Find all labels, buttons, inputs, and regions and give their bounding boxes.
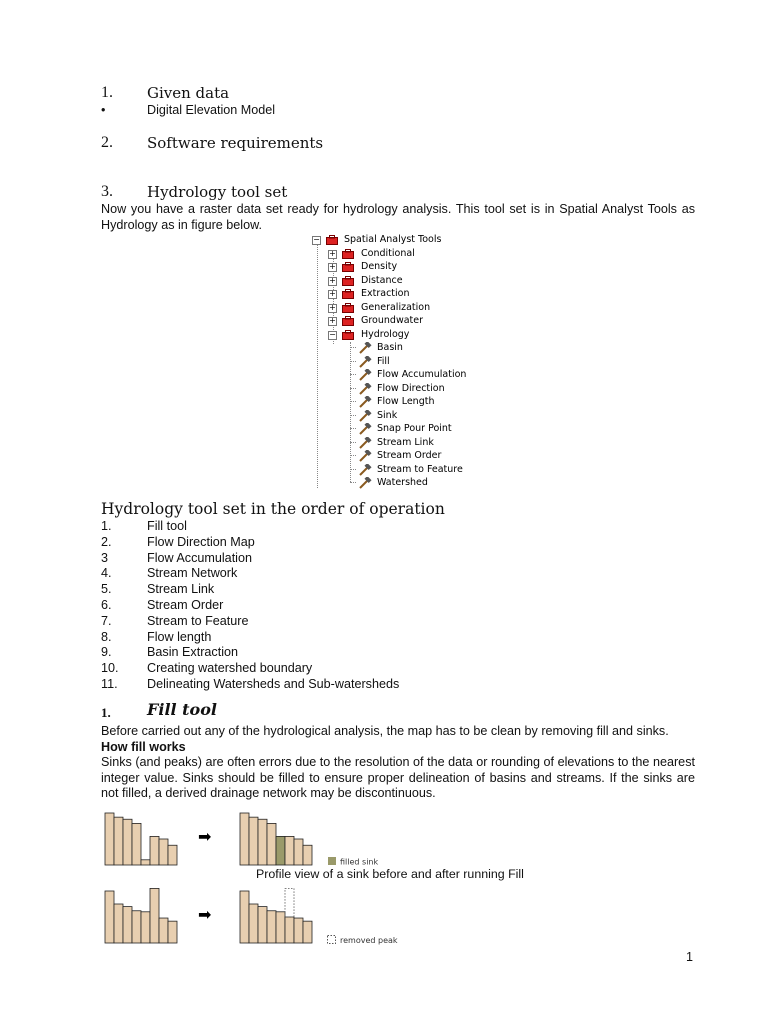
profile-bar (105, 891, 114, 943)
legend-filled-label: filled sink (340, 857, 379, 867)
profile-bar (249, 817, 258, 865)
profile-bar (141, 860, 150, 865)
collapse-icon[interactable]: − (329, 329, 336, 339)
peak-before-profile (105, 888, 177, 943)
tool-label: Snap Pour Point (377, 423, 452, 434)
fill-section-number: 1. (101, 705, 111, 720)
profile-bar (240, 813, 249, 865)
section-2-title: Software requirements (147, 134, 324, 152)
bullet-marker: • (101, 103, 106, 117)
toolset-label: Distance (361, 274, 403, 286)
tool-label: Watershed (377, 477, 428, 488)
profile-bar (303, 845, 312, 865)
intro-paragraph: Now you have a raster data set ready for hydrology analysis. This tool set is in Spatial Analyst Tools as Hydrology as in figure below. (101, 202, 695, 232)
list-item-text: Stream Network (147, 566, 238, 581)
profile-bar (141, 912, 150, 943)
tool-label: Stream Order (377, 450, 442, 461)
list-item-number: 1. (101, 519, 112, 533)
toolbox-icon (342, 262, 354, 272)
list-item-text: Fill tool (147, 519, 187, 533)
profile-bar (159, 839, 168, 865)
expand-icon[interactable]: + (329, 262, 336, 271)
profile-bar (123, 819, 132, 865)
list-item-text: Flow Direction Map (147, 534, 255, 549)
profile-bar (258, 907, 267, 943)
figure-caption: Profile view of a sink before and after running Fill (256, 867, 524, 881)
toolbox-icon (342, 316, 354, 326)
profile-bar (159, 918, 168, 943)
list-item-text: Creating watershed boundary (147, 661, 313, 676)
profile-bar (132, 911, 141, 943)
list-item-text: Delineating Watersheds and Sub-watersheds (147, 676, 400, 691)
list-item (101, 519, 399, 535)
profile-bar (168, 845, 177, 865)
list-item-number: 11. (101, 676, 118, 691)
hammer-icon (358, 396, 372, 408)
tool-label: Fill (377, 355, 390, 367)
tree-guide-line (317, 244, 318, 488)
list-item-number: 2. (101, 534, 112, 549)
how-fill-paragraph: Sinks (and peaks) are often errors due to the resolution of the data or rounding of elevations to the nearest integer value. Sinks should be filled to ensure proper delineation of basins and streams. If the sinks are not filled, a derived drainage network may be discontinuous. (101, 755, 695, 800)
legend-removed-label: removed peak (340, 936, 398, 945)
legend-removed-swatch (328, 936, 336, 944)
toolset-label: Density (361, 261, 398, 272)
list-item-number: 10. (101, 661, 119, 676)
tool-label: Basin (377, 342, 403, 353)
removed-peak-outline (285, 888, 294, 917)
tool-label: Stream to Feature (377, 463, 463, 475)
hammer-icon (358, 464, 372, 476)
list-item-text: Flow Accumulation (147, 550, 252, 565)
list-item (101, 582, 399, 598)
profile-bar (294, 839, 303, 865)
list-item-text: Stream to Feature (147, 613, 249, 628)
list-item (101, 677, 399, 693)
arrow-icon-bottom: ➡ (198, 905, 212, 924)
order-heading: Hydrology tool set in the order of operation (101, 500, 445, 518)
list-item (101, 598, 399, 614)
list-item (101, 551, 399, 567)
section-3-number: 3. (101, 183, 113, 200)
toolbox-icon (342, 249, 354, 259)
list-item (101, 535, 399, 551)
hammer-icon (358, 356, 372, 368)
peak-after-profile (240, 888, 312, 943)
expand-icon[interactable]: + (329, 302, 336, 312)
profile-bar (249, 904, 258, 943)
sink-after-profile (240, 813, 312, 865)
expand-icon[interactable]: + (329, 316, 336, 325)
how-fill-heading: How fill works (101, 740, 186, 754)
hammer-icon (358, 410, 372, 422)
toolbox-icon (342, 276, 354, 286)
bullet-text: Digital Elevation Model (147, 103, 276, 117)
profile-bar (114, 817, 123, 865)
toolbox-icon (342, 303, 354, 313)
profile-bar (132, 823, 141, 865)
list-item (101, 645, 399, 661)
profile-bar (168, 921, 177, 943)
profile-bar (240, 891, 249, 943)
list-item-number: 7. (101, 613, 112, 628)
collapse-icon[interactable]: − (313, 235, 320, 244)
expand-icon[interactable]: + (329, 289, 336, 298)
toolbox-tree (312, 232, 472, 488)
section-3-title: Hydrology tool set (147, 183, 288, 201)
list-item (101, 566, 399, 582)
profile-bar (285, 836, 294, 865)
list-item-number: 9. (101, 645, 112, 660)
profile-bar (105, 813, 114, 865)
page-number: 1 (686, 950, 694, 964)
hammer-icon (358, 342, 372, 354)
profile-bar (150, 888, 159, 943)
expand-icon[interactable]: + (329, 248, 336, 258)
legend-filled-swatch (328, 857, 336, 865)
profile-bar (114, 904, 123, 943)
hammer-icon (358, 450, 372, 462)
list-item-number: 3 (101, 550, 109, 565)
hammer-icon (358, 423, 372, 435)
profile-bar (267, 823, 276, 865)
hammer-icon (358, 383, 372, 395)
profile-bar (150, 836, 159, 865)
tool-label: Stream Link (377, 436, 434, 448)
fill-section-title: Fill tool (147, 700, 217, 719)
section-1-title: Given data (147, 84, 230, 102)
list-item-number: 8. (101, 629, 112, 644)
fill-paragraph: Before carried out any of the hydrological analysis, the map has to be clean by removing fill and sinks. (101, 724, 669, 738)
profile-bar (303, 921, 312, 943)
tool-label: Flow Accumulation (377, 369, 467, 380)
list-item (101, 661, 399, 677)
toolbox-icon (342, 289, 354, 299)
profile-bar (276, 912, 285, 943)
toolset-label: Hydrology (361, 328, 410, 340)
list-item-text: Stream Order (147, 597, 224, 612)
tool-label: Flow Direction (377, 382, 445, 394)
list-item-number: 6. (101, 597, 112, 612)
profile-bar (267, 911, 276, 943)
toolset-label: Extraction (361, 288, 410, 299)
toolbox-icon (342, 330, 354, 340)
sink-before-profile (105, 813, 177, 865)
order-list (101, 519, 399, 693)
toolset-label: Conditional (361, 247, 415, 259)
hammer-icon (358, 437, 372, 449)
profile-bar (258, 819, 267, 865)
filled-sink-bar (276, 836, 285, 865)
section-1-number: 1. (101, 84, 113, 101)
hammer-icon (358, 477, 372, 489)
list-item-number: 5. (101, 582, 112, 597)
list-item (101, 630, 399, 646)
list-item-number: 4. (101, 566, 112, 581)
section-2-number: 2. (101, 134, 113, 151)
tree-guide-line (350, 342, 351, 482)
tool-label: Sink (377, 409, 398, 421)
toolset-label: Groundwater (361, 315, 424, 326)
profile-bar (285, 917, 294, 943)
toolbox-icon (326, 235, 338, 245)
list-item (101, 614, 399, 630)
list-item-text: Stream Link (147, 582, 215, 597)
list-item-text: Flow length (147, 629, 212, 644)
toolset-label: Generalization (361, 301, 431, 313)
arrow-icon-top: ➡ (198, 827, 212, 846)
profile-bar (123, 907, 132, 943)
profile-bar (294, 918, 303, 943)
hammer-icon (358, 369, 372, 381)
tree-root-label: Spatial Analyst Tools (344, 234, 442, 245)
expand-icon[interactable]: + (329, 275, 336, 285)
tool-label: Flow Length (377, 396, 435, 407)
list-item-text: Basin Extraction (147, 645, 238, 660)
